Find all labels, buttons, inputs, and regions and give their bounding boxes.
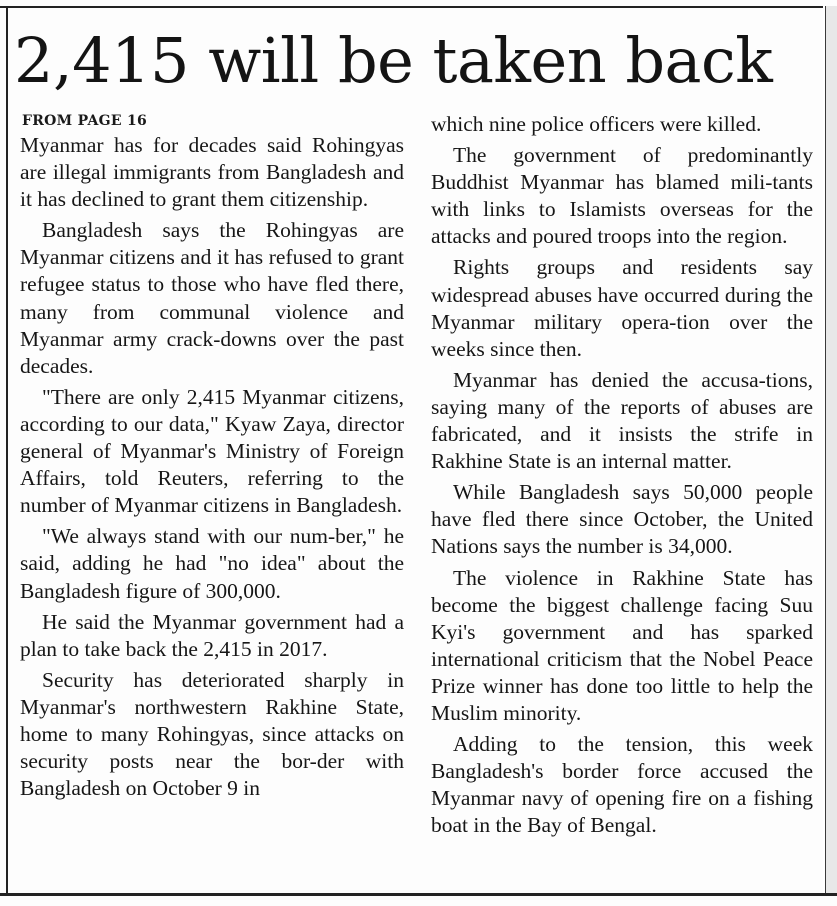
paragraph: Security has deteriorated sharply in Myanmar's northwestern Rakhine State, home to many Rohingyas, since attacks on security posts near the bor-der with Bangladesh on October 9 in	[20, 667, 404, 801]
paragraph: Rights groups and residents say widespread abuses have occurred during the Myanmar military opera-tion over the weeks since then.	[431, 255, 813, 361]
paragraph: Myanmar has for decades said Rohingyas are illegal immigrants from Bangladesh and it has declined to grant them citizenship.	[20, 133, 404, 212]
bottom-border-rule	[0, 893, 837, 896]
jump-line: FROM PAGE 16	[22, 113, 148, 129]
paragraph: The violence in Rakhine State has become the biggest challenge facing Suu Kyi's government and has sparked international criticism that the Nobel Peace Prize winner has done too little to help the Muslim minority.	[431, 565, 813, 725]
left-border-rule	[6, 6, 8, 896]
right-text-column	[431, 111, 813, 843]
paragraph: which nine police officers were killed.	[431, 112, 762, 136]
left-text-column	[20, 132, 404, 806]
paragraph: Adding to the tension, this week Bangladesh's border force accused the Myanmar navy of opening fire on a fishing boat in the Bay of Bengal.	[431, 732, 813, 838]
paragraph: "We always stand with our num-ber," he said, adding he had "no idea" about the Bangladesh figure of 300,000.	[20, 524, 404, 603]
paragraph: Myanmar has denied the accusa-tions, saying many of the reports of abuses are fabricated, and it insists the strife in Rakhine State is an internal matter.	[431, 367, 813, 474]
right-border-rule	[823, 6, 837, 896]
top-border-rule	[0, 6, 837, 8]
paragraph: "There are only 2,415 Myanmar citizens, according to our data," Kyaw Zaya, director general of Myanmar's Ministry of Foreign Affairs, told Reuters, referring to the number of Myanmar citizens in Bangladesh.	[20, 384, 404, 518]
paragraph: Bangladesh says the Rohingyas are Myanmar citizens and it has refused to grant refugee status to those who have fled there, many from communal violence and Myanmar army crack-downs over the past decades.	[20, 218, 404, 378]
paragraph: While Bangladesh says 50,000 people have fled there since October, the United Nations says the number is 34,000.	[431, 480, 813, 559]
article-headline: 2,415 will be taken back	[14, 24, 773, 97]
paragraph: The government of predominantly Buddhist Myanmar has blamed mili-tants with links to Islamists overseas for the attacks and poured troops into the region.	[431, 143, 813, 249]
paragraph: He said the Myanmar government had a plan to take back the 2,415 in 2017.	[20, 609, 404, 661]
